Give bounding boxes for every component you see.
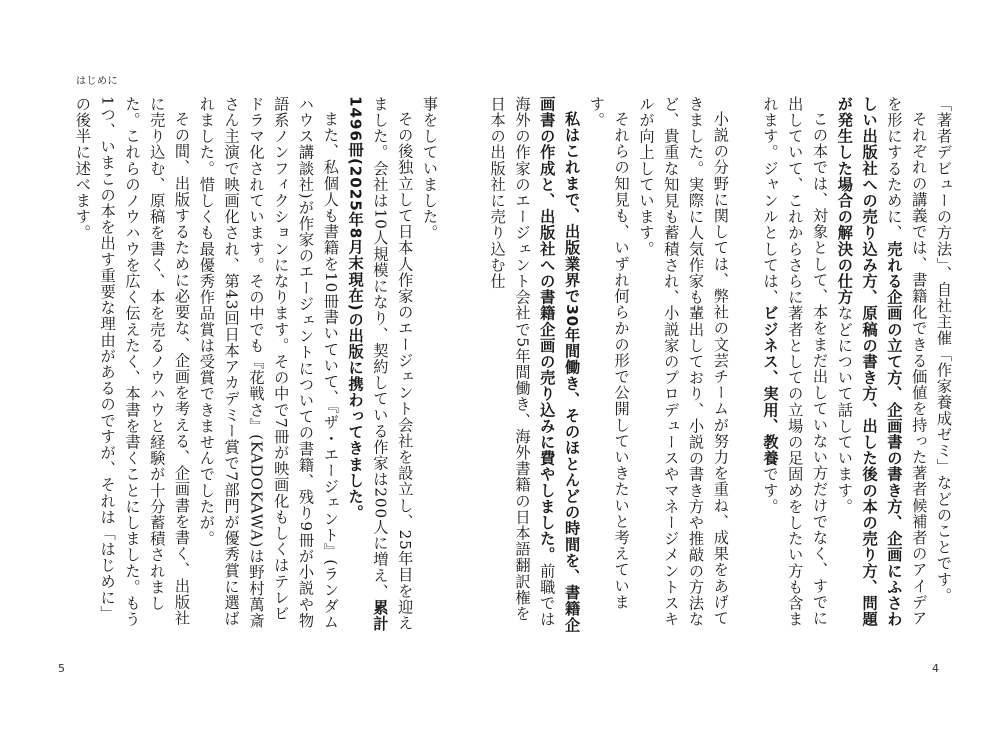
paragraph <box>758 96 832 636</box>
paragraph-text: です。 <box>761 466 780 515</box>
paragraph <box>931 96 956 636</box>
page-number: 4 <box>932 662 939 675</box>
paragraph-text: などについて話しています。 <box>835 305 854 515</box>
left-page-body <box>62 96 442 636</box>
paragraph-text: それぞれの講義では、書籍化できる価値を持った著者候補者のアイデアを形にするために、 <box>885 96 929 627</box>
paragraph <box>70 96 194 636</box>
bold-emphasis: 売れる企画の立て方、企画書の書き方、企画にふさわしい出版社への売り込み方、原稿の書き方、出した後の本の売り方、問題が発生した場合の解決の仕方 <box>835 96 904 628</box>
paragraph-text: 「著者デビューの方法」、自社主催「作家養成ゼミ」などのことです。 <box>935 96 953 604</box>
bold-emphasis: 累計1496冊(2025年8月末現在)の出版に携わってきました。 <box>346 96 390 632</box>
paragraph <box>634 96 733 636</box>
bold-emphasis: ビジネス、実用、教養 <box>761 305 780 467</box>
bold-emphasis: 私はこれまで、出版業界で30年間働き、そのほとんどの時間を、書籍企画書の作成と、出版社への書籍企画の売り込みに費やしました。 <box>538 96 582 634</box>
paragraph-text: それらの知見も、いずれ何らかの形で公開していきたいと考えています。 <box>587 96 631 611</box>
paragraph <box>584 96 634 636</box>
blank-line <box>733 96 758 636</box>
paragraph-text: この本では、対象として、本をまだ出していない方だけでなく、すでに出していて、これからさらに著者としての立場の足固めをしたい方も含まれます。ジャンルとしては、 <box>761 96 830 628</box>
paragraph-text: 小説の分野に関しては、弊社の文芸チームが努力を重ね、成果をあげてきました。実際に人気作家も輩出しており、小説の書き方や推敲の方法など、貴重な知見も蓄積され、小説家のプロデュースやマネージメントスキルが向上しています。 <box>637 96 730 628</box>
right-page-body <box>488 96 956 636</box>
paragraph-text: その後独立して日本人作家のエージェント会社を設立し、25年目を迎えました。会社は10人規模になり、契約している作家は200人に増え、 <box>371 96 415 632</box>
right-page <box>488 0 1000 734</box>
paragraph-text: 前職では海外の作家のエージェント会社で5年間働き、海外書籍の日本語翻訳権を日本の出版社に売り込む仕 <box>488 96 557 628</box>
running-head: はじめに <box>76 76 118 87</box>
paragraph-text: また、私個人も書籍を10冊書いていて、『ザ・エージェント』(ランダムハウス講談社)が作家のエージェントについての書籍、残り9冊が小説や物語系ノンフィクションになります。その中で7冊が映画化もしくはテレビドラマ化されています。その中でも『花戦さ』(KADOKAWA)は野村萬斎さん主演で映画化され、第43回日本アカデミー賞で7部門が優秀賞に選ばれました。惜しくも最優秀作品賞は受賞できませんでしたが。 <box>197 96 340 631</box>
paragraph <box>485 96 584 636</box>
paragraph-text: その間、出版するために必要な、企画を考える、企画書を書く、出版社に売り込む、原稿を書く、本を売るノウハウと経験が十分蓄積されました。これらのノウハウを広く伝えたく、本書を書くことにしました。もう1つ、いまこの本を出す重要な理由があるのですが、それは「はじめに」の後半に述べます。 <box>73 96 192 628</box>
paragraph <box>343 96 417 636</box>
paragraph <box>194 96 343 636</box>
paragraph <box>832 96 931 636</box>
page-number: 5 <box>58 662 65 675</box>
paragraph <box>417 96 442 636</box>
paragraph-text: 事をしていました。 <box>421 96 439 241</box>
